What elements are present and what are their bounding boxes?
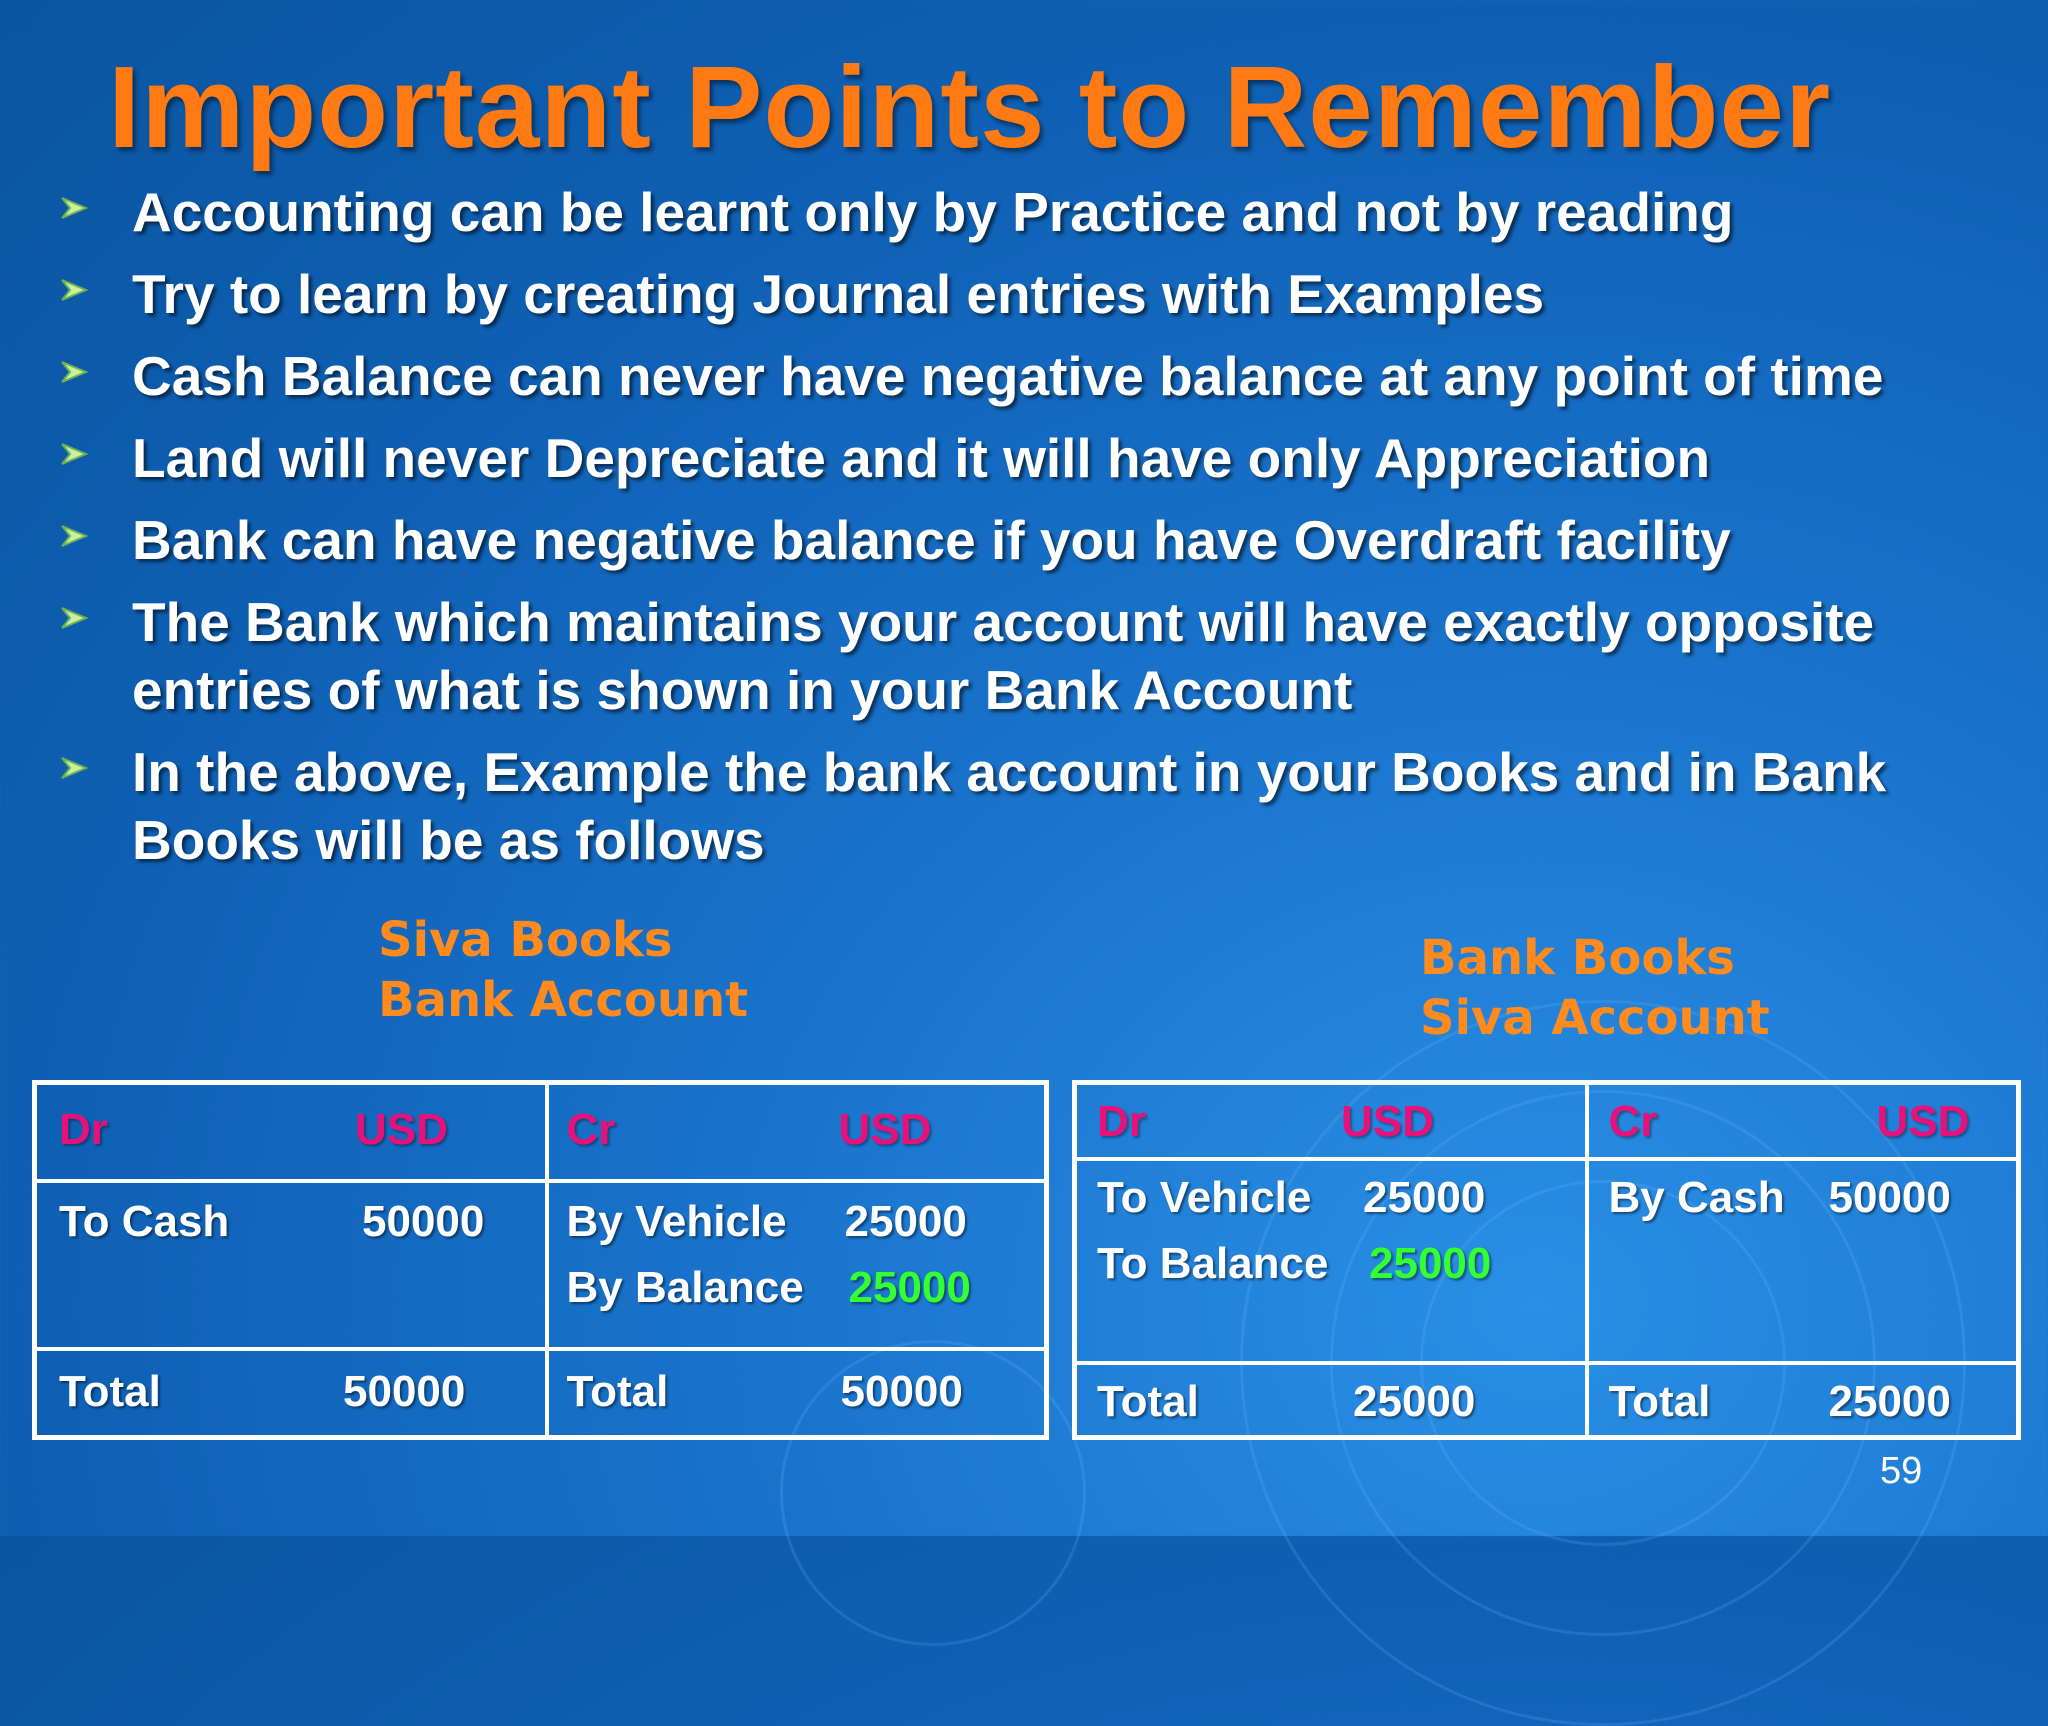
bullet-item [56,506,2016,574]
dr-usd-label: USD [1341,1097,1434,1146]
bullet-item [56,260,2016,328]
siva-books-line2: Bank Account [378,972,749,1028]
dr-label: Dr [1097,1097,1146,1146]
total-amount: 25000 [1353,1377,1476,1426]
bullet-list [56,178,2016,888]
dr-label: Dr [59,1105,108,1154]
siva-bank-account-ledger [32,1080,1049,1440]
bullet-text: Land will never Depreciate and it will have only Appreciation [132,427,1711,489]
arrow-bullet-icon [56,354,92,390]
bullet-text: Accounting can be learnt only by Practice and not by reading [132,181,1734,243]
debit-total-cell [35,1349,547,1438]
debit-header-cell [1075,1083,1587,1160]
arrow-bullet-icon [56,436,92,472]
siva-books-line1: Siva Books [378,912,673,968]
cr-label: Cr [1608,1097,1658,1146]
entry-label: To Cash [59,1197,230,1246]
bullet-item [56,588,2016,724]
total-label: Total [1097,1377,1199,1426]
debit-header-cell [35,1083,547,1182]
bank-books-line2: Siva Account [1420,990,1770,1046]
debit-total-cell [1075,1363,1587,1438]
cr-usd-label: USD [838,1105,932,1154]
bullet-text: Try to learn by creating Journal entries with Examples [132,263,1545,325]
ledger-entries-row [1075,1159,2019,1363]
arrow-bullet-icon [56,190,92,226]
ledger-header-row [35,1083,1047,1182]
entry-label: To Balance [1097,1239,1329,1288]
bank-books-title [1420,928,1770,1048]
credit-entries-cell [1587,1159,2019,1363]
bullet-text: The Bank which maintains your account will have exactly opposite entries of what is shown in your Bank Account [132,591,1875,721]
page-number: 59 [1880,1450,1923,1492]
bullet-text: In the above, Example the bank account in your Books and in Bank Books will be as follows [132,741,1887,871]
total-amount: 50000 [343,1367,466,1416]
entry-amount: 25000 [1363,1173,1486,1222]
entry-amount: 50000 [362,1197,485,1246]
balance-amount-highlight: 25000 [1369,1239,1492,1288]
bank-books-line1: Bank Books [1420,930,1735,986]
entry-label: By Balance [566,1263,804,1312]
credit-total-cell [1587,1363,2019,1438]
credit-entries-cell [547,1181,1047,1349]
dr-usd-label: USD [355,1105,448,1154]
siva-books-title [378,910,748,1030]
entry-label: By Cash [1608,1173,1785,1222]
arrow-bullet-icon [56,518,92,554]
total-amount: 25000 [1828,1377,1951,1426]
ledger-entries-row [35,1181,1047,1349]
arrow-bullet-icon [56,600,92,636]
bullet-text: Bank can have negative balance if you have Overdraft facility [132,509,1731,571]
bullet-item [56,178,2016,246]
cr-usd-label: USD [1876,1097,1970,1146]
entry-amount: 50000 [1828,1173,1951,1222]
credit-header-cell [1587,1083,2019,1160]
entry-label: By Vehicle [566,1197,787,1246]
bullet-item [56,342,2016,410]
credit-header-cell [547,1083,1047,1182]
ledger-total-row [1075,1363,2019,1438]
arrow-bullet-icon [56,750,92,786]
total-amount: 50000 [840,1367,963,1416]
total-label: Total [1608,1377,1711,1426]
balance-amount-highlight: 25000 [848,1263,971,1312]
total-label: Total [566,1367,669,1416]
debit-entries-cell [1075,1159,1587,1363]
ledger-header-row [1075,1083,2019,1160]
bullet-item [56,738,2016,874]
bullet-item [56,424,2016,492]
cr-label: Cr [566,1105,616,1154]
debit-entries-cell [35,1181,547,1349]
credit-total-cell [547,1349,1047,1438]
arrow-bullet-icon [56,272,92,308]
ledger-total-row [35,1349,1047,1438]
bullet-text: Cash Balance can never have negative balance at any point of time [132,345,1884,407]
entry-label: To Vehicle [1097,1173,1312,1222]
bank-siva-account-ledger [1072,1080,2021,1440]
slide-title: Important Points to Remember [108,42,1832,172]
total-label: Total [59,1367,161,1416]
entry-amount: 25000 [844,1197,967,1246]
